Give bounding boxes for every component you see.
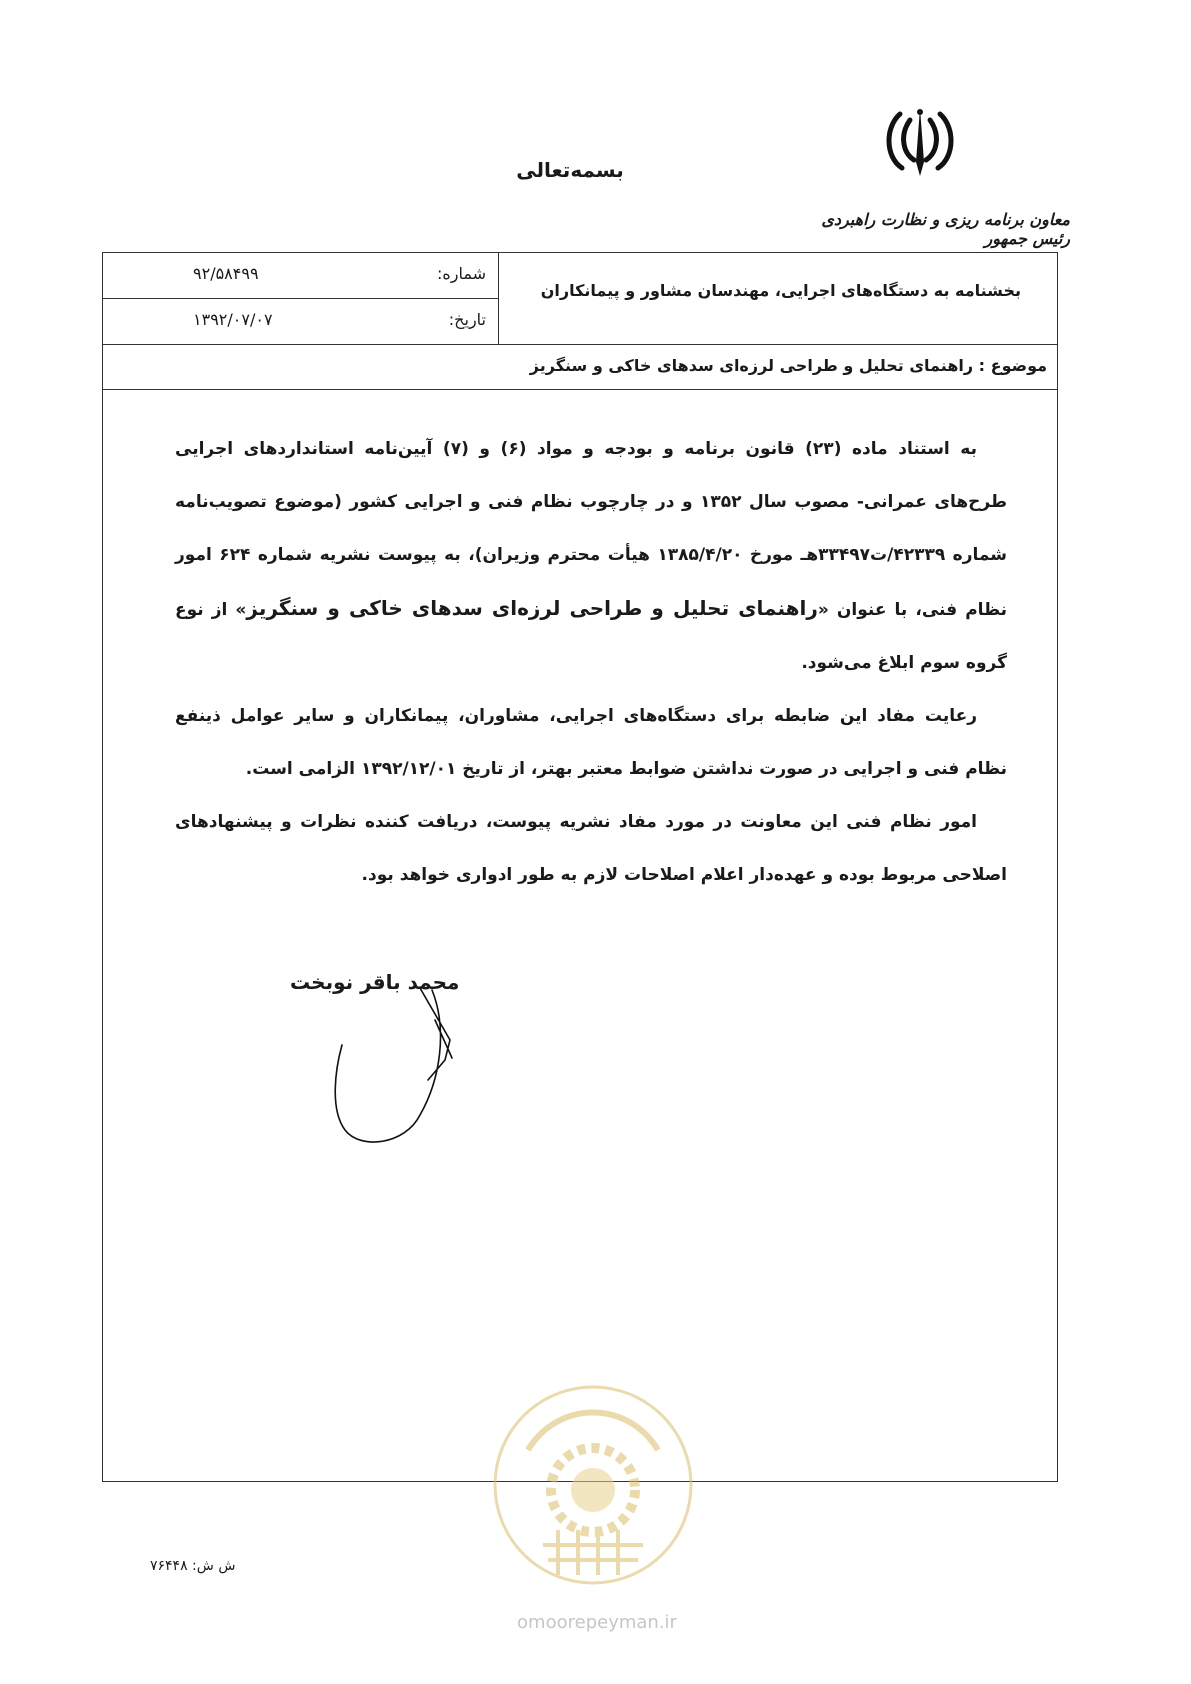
publication-title: راهنمای تحلیل و طراحی لرزه‌ای سدهای خاکی و سنگریز [246,596,818,620]
site-watermark: omoorepeyman.ir [517,1612,677,1633]
basmala-heading: بسمه‌تعالی [516,158,624,182]
date-value: ۱۳۹۲/۰۷/۰۷ [193,310,273,329]
number-row [103,253,498,299]
organization-name: معاون برنامه ریزی و نظارت راهبردی رئیس جمهور [821,210,1070,248]
subject-row [103,344,1057,390]
paragraph-3: امور نظام فنی این معاونت در مورد مفاد نشریه پیوست، دریافت کننده نظرات و پیشنهادهای اصلاحی مربوط بوده و عهده‌دار اعلام اصلاحات لازم به طور ادواری خواهد بود. [175,812,1007,885]
reference-box [103,253,499,344]
paragraph-1 [175,423,1007,690]
subject: موضوع : راهنمای تحلیل و طراحی لرزه‌ای سدهای خاکی و سنگریز [529,356,1047,375]
date-row [103,299,498,344]
paragraph-1-end: » از نوع گروه سوم ابلاغ می‌شود. [175,600,1007,673]
number-label: شماره: [436,264,486,283]
paragraph-2: رعایت مفاد این ضابطه برای دستگاه‌های اجرایی، مشاوران، پیمانکاران و سایر عوامل ذینفع نظام فنی و اجرایی در صورت نداشتن ضوابط معتبر بهتر، از تاریخ ۱۳۹۲/۱۲/۰۱ الزامی است. [175,706,1007,779]
registry-number: ش ش: ۷۶۴۴۸ [150,1558,236,1574]
paragraph-1-text: به استناد ماده (۲۳) قانون برنامه و بودجه و مواد (۶) و (۷) آیین‌نامه استانداردهای اجرایی طرح‌های عمرانی- مصوب سال ۱۳۵۲ و در چارچوب نظام فنی و اجرایی کشور (موضوع تصویب‌نامه شماره ۴۲۳۳۹/ت۳۳۴۹۷هـ مورخ ۱۳۸۵/۴/۲۰ هیأت محترم وزیران)، به پیوست نشریه شماره ۶۲۴ امور نظام فنی، با عنوان « [175,439,1007,620]
signatory-name: محمد باقر نوبخت [290,970,460,994]
letter-body [175,423,1007,902]
letter-frame [102,252,1058,1482]
number-value: ۹۲/۵۸۴۹۹ [193,264,259,283]
letter-header [103,253,1057,345]
handwritten-signature [320,980,480,1160]
iran-emblem-icon [880,102,960,182]
omoore-peyman-seal [488,1380,698,1590]
date-label: تاریخ: [448,310,486,329]
recipients: بخشنامه به دستگاه‌های اجرایی، مهندسان مشاور و پیمانکاران [540,281,1021,300]
